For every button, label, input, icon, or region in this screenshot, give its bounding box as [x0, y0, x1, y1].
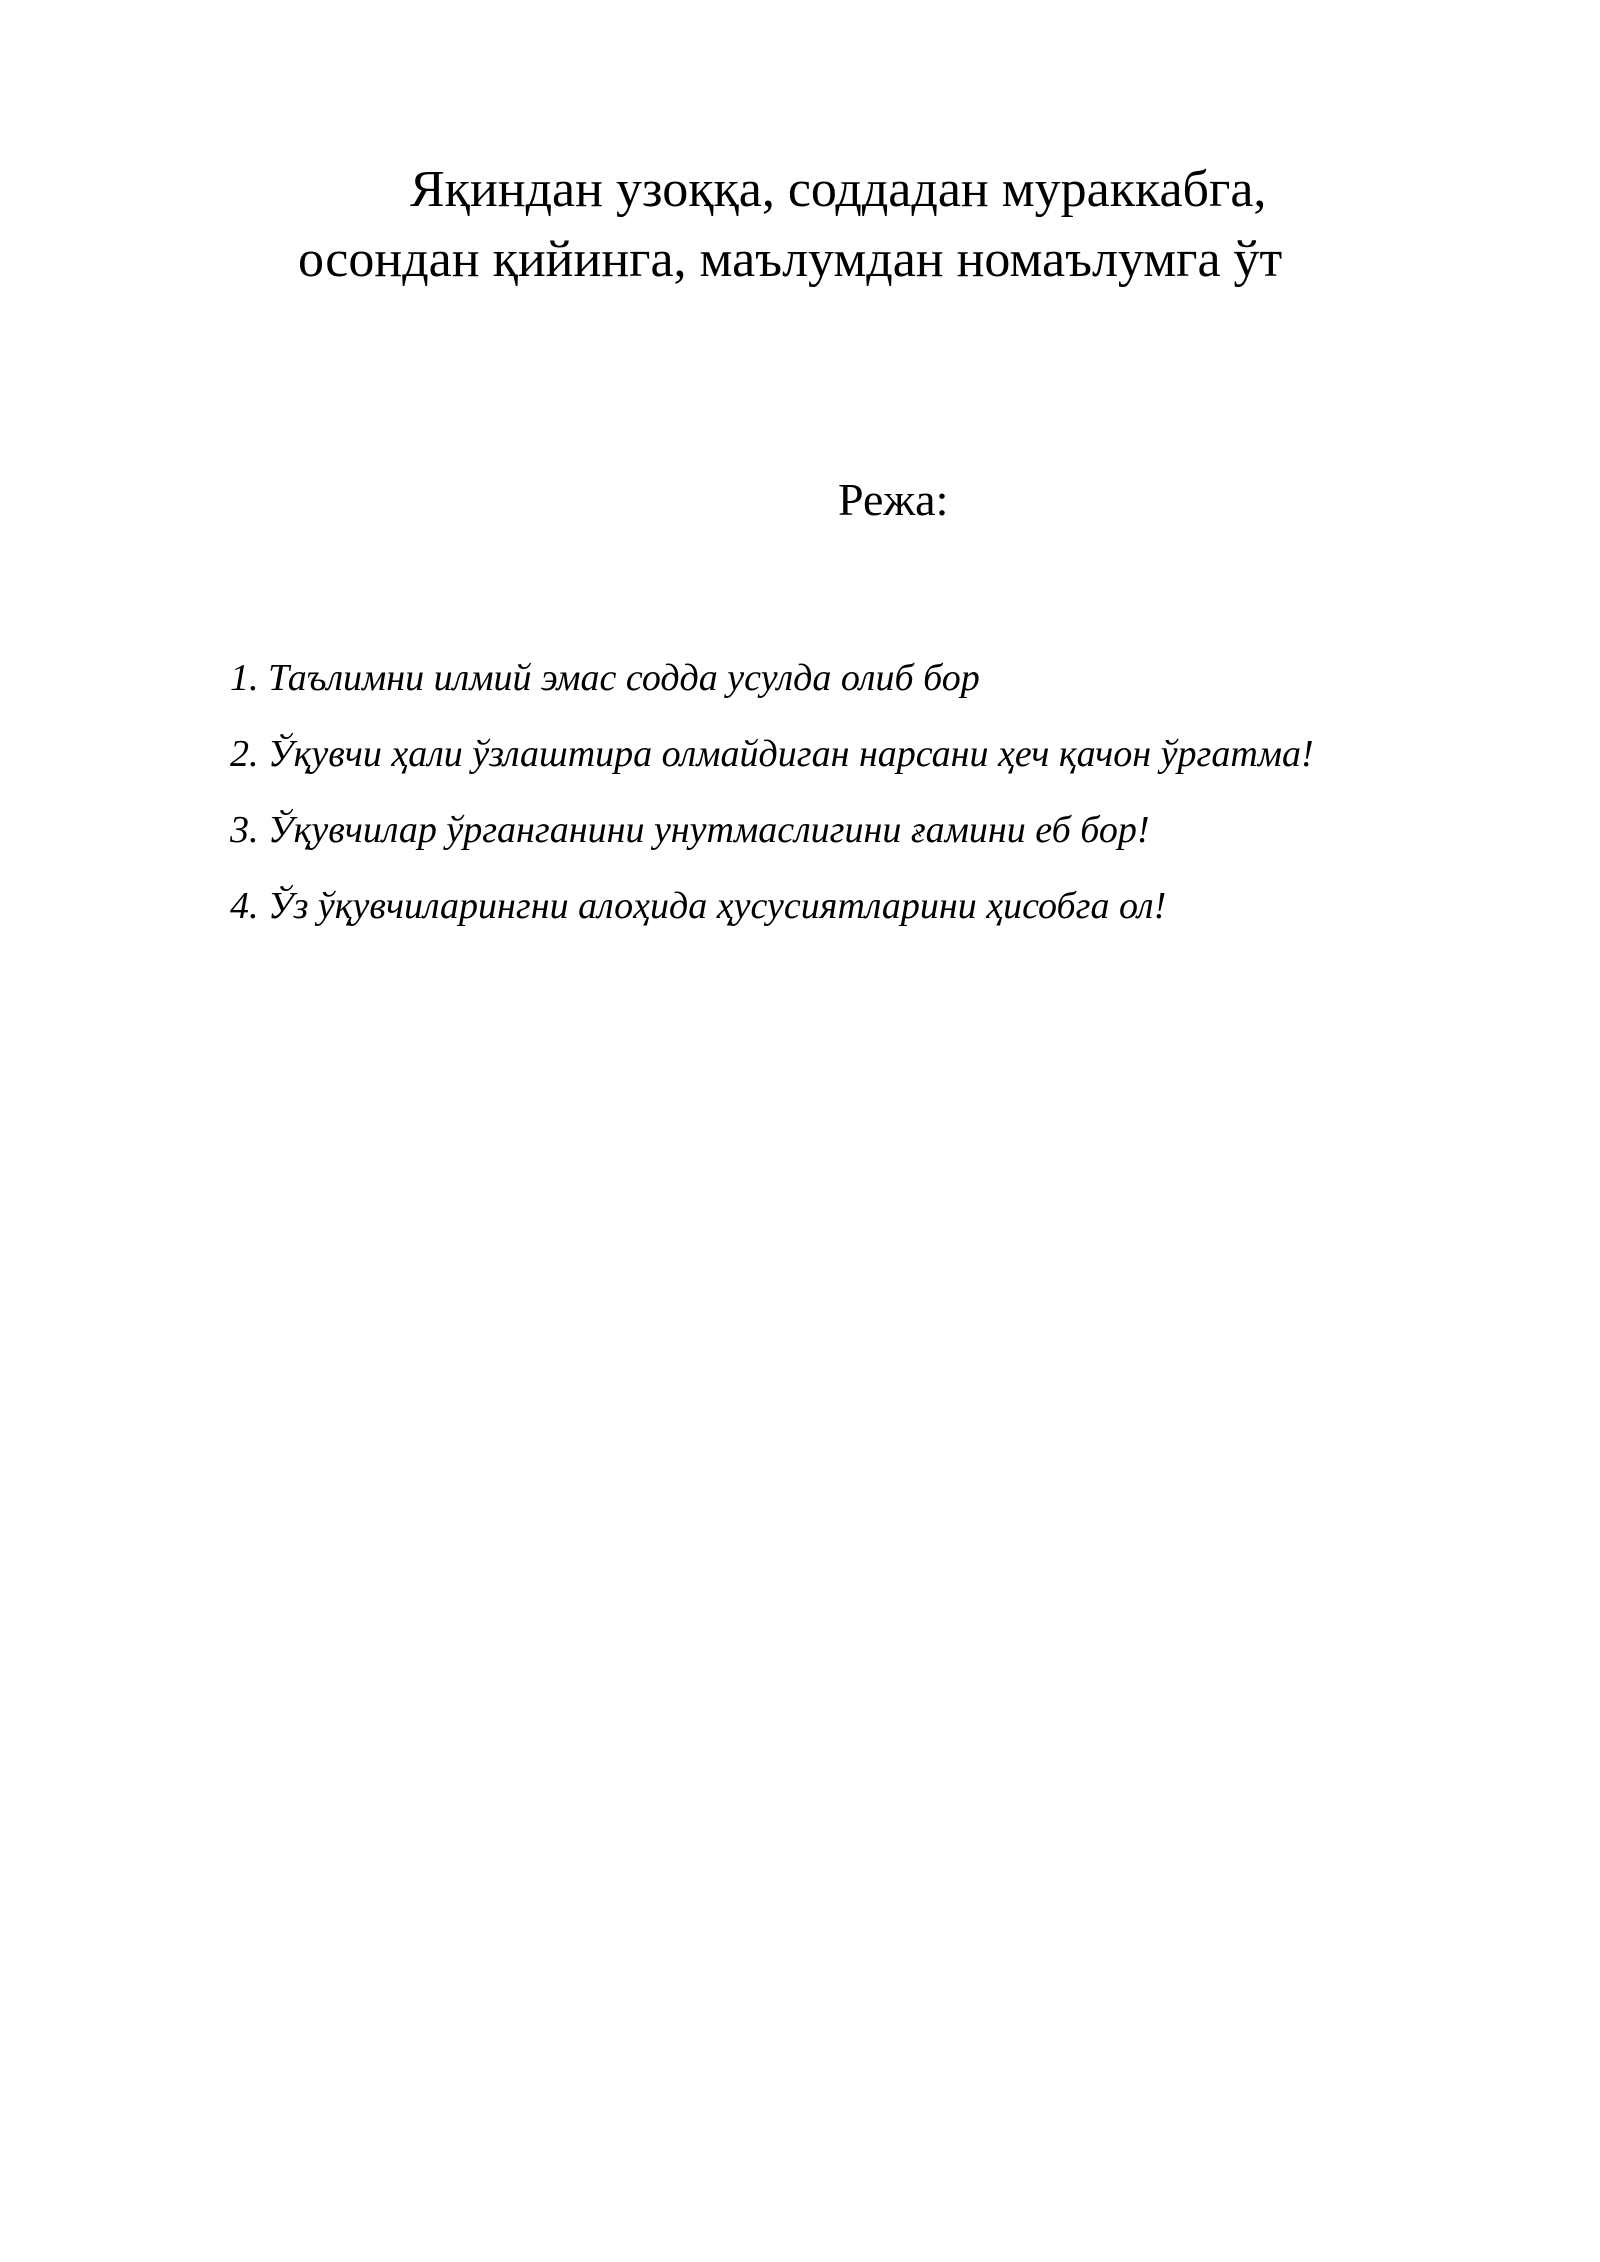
- plan-list: [230, 652, 1530, 956]
- plan-item-4: 4. Ўз ўқувчиларингни алоҳида ҳусусиятларини ҳисобга ол!: [230, 885, 1167, 927]
- plan-item-2: 2. Ўқувчи ҳали ўзлаштира олмайдиган нарсани ҳеч қачон ўргатма!: [230, 733, 1314, 775]
- title-line-2: осондан қийинга, маълумдан номаълумга ўт: [298, 231, 1283, 288]
- plan-item-3: 3. Ўқувчилар ўрганганини унутмаслигини ғамини еб бор!: [230, 809, 1150, 851]
- plan-heading: Режа:: [838, 474, 949, 525]
- plan-item-1: 1. Таълимни илмий эмас содда усулда олиб бор: [230, 657, 980, 699]
- title-line-1: Яқиндан узоққа, соддадан мураккабга,: [410, 161, 1267, 218]
- document-title: [0, 155, 1600, 295]
